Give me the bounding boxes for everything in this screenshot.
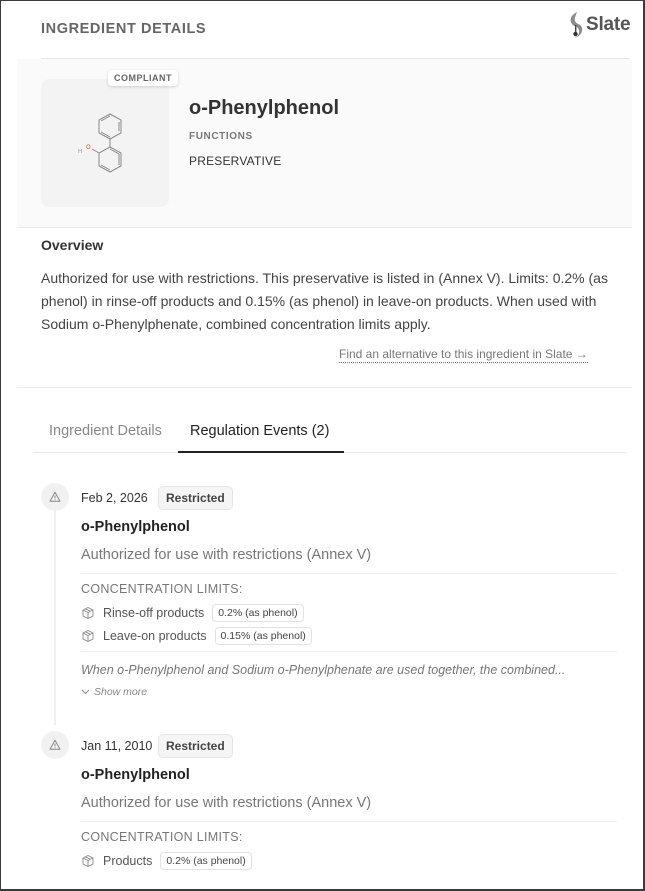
show-more-label: Show more [94, 686, 148, 698]
event-ingredient-name: o-Phenylphenol [81, 767, 190, 783]
limit-product: Rinse-off products [103, 606, 205, 620]
event-divider [81, 651, 617, 652]
limit-row [81, 627, 312, 645]
overview-text: Authorized for use with restrictions. This preservative is listed in (Annex V). Limits: 0.2% (as phenol) in rinse-off products and 0.15% (as phenol) in leave-on products. When used with Sodium o-Phenylphenate, combined concentration limits apply. [41, 270, 608, 332]
warning-triangle-icon [49, 491, 61, 503]
event-status-icon [41, 731, 69, 759]
summary-divider [17, 227, 632, 228]
limit-row [81, 852, 252, 870]
slate-logo-text: Slate [586, 14, 631, 35]
concentration-limits-label: CONCENTRATION LIMITS: [81, 582, 243, 596]
limit-value: 0.2% (as phenol) [212, 604, 303, 622]
regulation-event [41, 731, 621, 891]
event-status-badge: Restricted [158, 486, 233, 510]
structure-thumbnail [41, 79, 169, 207]
slate-logo-icon [568, 11, 584, 39]
event-status-icon [41, 483, 69, 511]
regulation-event [41, 483, 621, 729]
event-description: Authorized for use with restrictions (Annex V) [81, 795, 372, 811]
find-alternative-link[interactable]: Find an alternative to this ingredient in Slate → [339, 347, 588, 361]
slate-logo[interactable] [568, 11, 630, 39]
event-date: Jan 11, 2010 [81, 739, 153, 753]
limit-product: Leave-on products [103, 629, 207, 643]
package-icon [81, 606, 95, 620]
panel-header [1, 1, 643, 59]
event-divider [81, 821, 617, 822]
show-more-button[interactable] [81, 686, 147, 698]
active-tab-indicator [178, 451, 344, 453]
panel-title: INGREDIENT DETAILS [41, 21, 207, 37]
tab-ingredient-details[interactable]: Ingredient Details [49, 423, 162, 439]
details-tabs [33, 415, 626, 453]
event-divider [81, 573, 617, 574]
limit-value: 0.15% (as phenol) [215, 627, 312, 645]
functions-label: FUNCTIONS [189, 131, 253, 142]
chevron-down-icon [81, 689, 90, 695]
limit-value: 0.2% (as phenol) [160, 852, 251, 870]
overview-title: Overview [41, 237, 104, 253]
hydrogen-label: H [78, 149, 83, 155]
ingredient-name: o-Phenylphenol [189, 97, 339, 119]
event-note: When o-Phenylphenol and Sodium o-Phenylphenate are used together, the combined... [81, 663, 566, 677]
limit-row [81, 604, 304, 622]
package-icon [81, 629, 95, 643]
molecule-structure-icon [77, 107, 137, 179]
limit-product: Products [103, 854, 153, 868]
tab-regulation-events[interactable]: Regulation Events (2) [190, 423, 330, 439]
timeline-connector [54, 511, 56, 725]
functions-value: PRESERVATIVE [189, 154, 282, 168]
compliance-badge: COMPLIANT [108, 70, 178, 86]
package-icon [81, 854, 95, 868]
concentration-limits-label: CONCENTRATION LIMITS: [81, 830, 243, 844]
event-status-badge: Restricted [158, 734, 233, 758]
oxygen-label: O [86, 144, 91, 151]
warning-triangle-icon [49, 739, 61, 751]
ingredient-summary [17, 59, 632, 227]
overview-divider [17, 387, 632, 388]
event-ingredient-name: o-Phenylphenol [81, 519, 190, 535]
event-description: Authorized for use with restrictions (Annex V) [81, 547, 372, 563]
event-date: Feb 2, 2026 [81, 491, 148, 505]
